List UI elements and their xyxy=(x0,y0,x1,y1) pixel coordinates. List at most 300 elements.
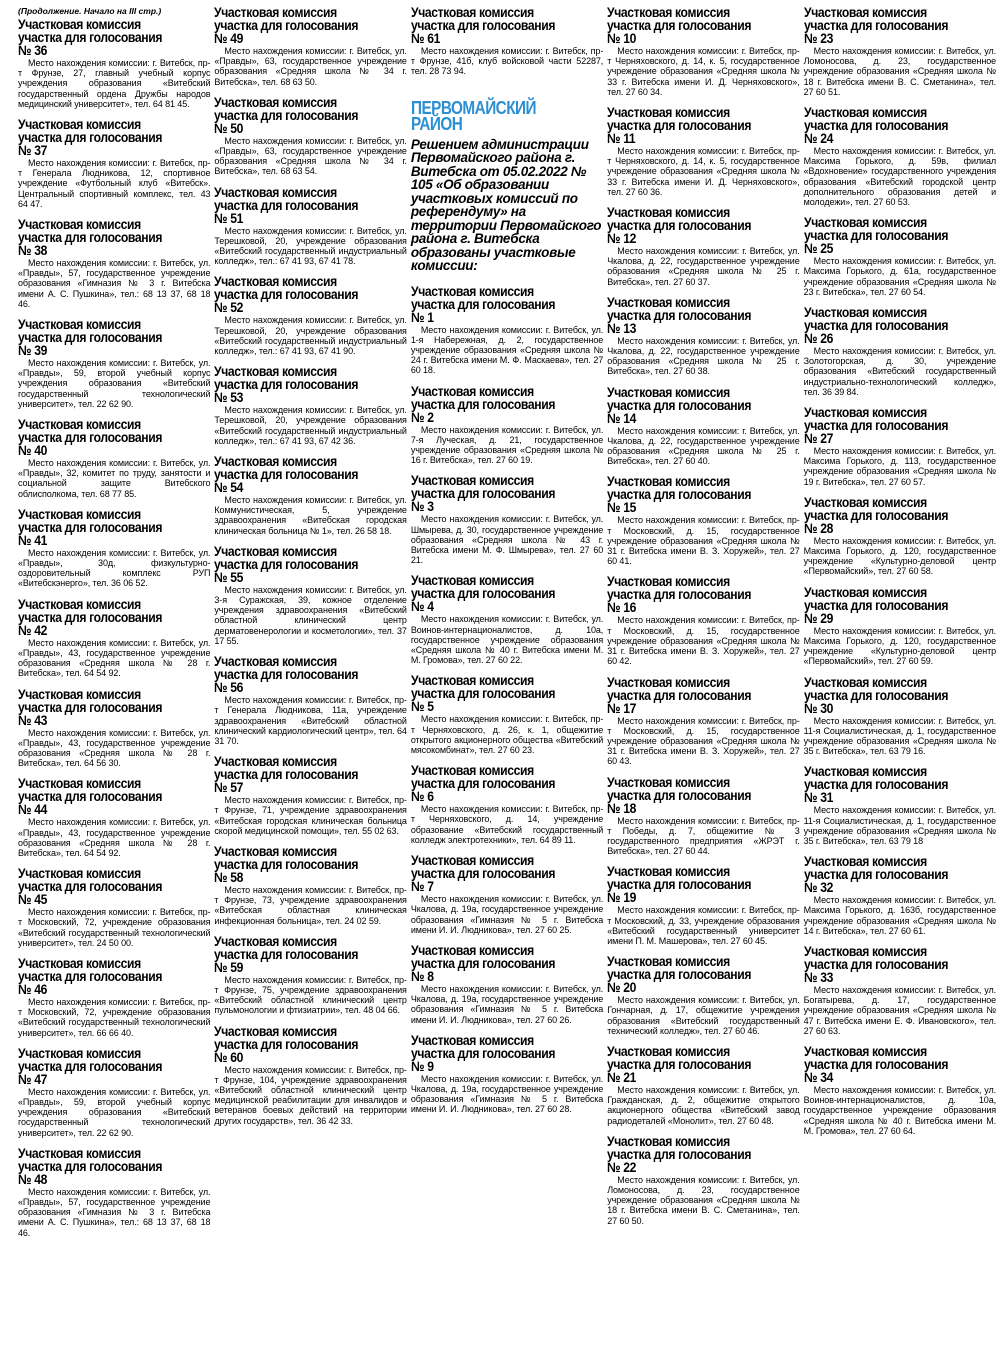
commission-address: Место нахождения комиссии: г. Витебск, ул. Чкалова, д. 22, государственное учреждение образования «Средняя школа № 25 г. Витебска», тел. 27 60 38. xyxy=(607,335,800,377)
commission-address: Место нахождения комиссии: г. Витебск, пр-т Генерала Людникова, 12, спортивное учреждение «Футбольный клуб «Витебск». Центральный спортивный комплекс, тел. 43 64 47. xyxy=(18,158,211,209)
commission-heading-line: участка для голосования xyxy=(803,228,948,244)
commission-address: Место нахождения комиссии: г. Витебск, ул. Терешковой, 20, учреждение образования «Витебский государственный индустриальный колледж», тел.: 67 41 93, 67 41 78. xyxy=(214,225,407,267)
commission-address: Место нахождения комиссии: г. Витебск, пр-т Московский, 72, учреждение образования «Витебский государственный технологический университет», тел. 66 66 40. xyxy=(18,996,211,1038)
commission-heading-line: участка для голосования xyxy=(607,18,752,33)
commission-address: Место нахождения комиссии: г. Витебск, ул. «Правды», 63, государственное учреждение образования «Средняя школа № 34 г. Витебска», тел. 68 63 50. xyxy=(214,46,407,87)
commission-heading-line: участка для голосования xyxy=(18,609,163,625)
commission-heading-line: участка для голосования xyxy=(214,1036,359,1052)
commission-heading xyxy=(214,1025,387,1064)
commission-heading xyxy=(607,865,780,904)
commission-heading xyxy=(18,218,191,257)
commission-heading-line: участка для голосования xyxy=(18,230,163,246)
commission-heading-line: участка для голосования xyxy=(803,318,948,334)
column-3-entries-top xyxy=(411,6,603,86)
commission-entry xyxy=(18,867,210,948)
commission-heading-line: Участковая комиссия xyxy=(410,5,534,20)
commission-heading-line: Участковая комиссия xyxy=(18,1145,141,1161)
commission-number: № 31 xyxy=(803,790,833,806)
commission-heading-line: Участковая комиссия xyxy=(803,674,927,690)
commission-heading-line: Участковая комиссия xyxy=(410,942,534,958)
commission-entry xyxy=(214,755,406,836)
commission-address: Место нахождения комиссии: г. Витебск, пр-т Фрунзе, 73, учреждение здравоохранения «Витебская областная клиническая инфекционная больница», тел. 24 02 59. xyxy=(214,884,407,926)
commission-address: Место нахождения комиссии: г. Витебск, ул. 11-я Социалистическая, д. 1, государственное учреждение образования «Средняя школа № 35 г. Витебска», тел. 63 79 16. xyxy=(803,715,997,757)
commission-address: Место нахождения комиссии: г. Витебск, ул. Терешковой, 20, учреждение образования «Витебский государственный индустриальный колледж», тел.: 67 41 93, 67 42 36. xyxy=(214,405,407,446)
commission-heading-line: Участковая комиссия xyxy=(18,776,141,792)
commission-heading-line: участка для голосования xyxy=(18,430,163,446)
commission-heading xyxy=(607,475,780,514)
commission-address: Место нахождения комиссии: г. Витебск, ул. Коммунистическая, 5, учреждение здравоохранения «Витебская городская клиническая больница № 1», тел. 26 58 18. xyxy=(214,495,407,536)
commission-entry xyxy=(214,6,406,87)
commission-heading xyxy=(18,688,191,727)
commission-heading-line: Участковая комиссия xyxy=(607,864,731,880)
commission-number: № 23 xyxy=(803,31,833,46)
commission-heading-line: Участковая комиссия xyxy=(214,184,338,200)
commission-heading xyxy=(411,1034,584,1073)
commission-number: № 3 xyxy=(410,499,434,515)
commission-address: Место нахождения комиссии: г. Витебск, пр-т Московский, д. 15, государственное учреждение образования «Средняя школа № 31 г. Витебска имени В. З. Хоружей», тел. 27 60 41. xyxy=(607,515,800,567)
commission-entry xyxy=(411,764,603,845)
commission-number: № 57 xyxy=(214,780,244,796)
commission-heading-line: Участковая комиссия xyxy=(607,774,731,790)
commission-number: № 12 xyxy=(607,231,637,247)
commission-heading xyxy=(607,386,780,425)
commission-entry xyxy=(607,206,799,287)
commission-number: № 10 xyxy=(607,31,637,46)
commission-number: № 50 xyxy=(214,120,244,136)
commission-entry xyxy=(411,1034,603,1115)
commission-number: № 51 xyxy=(214,210,244,226)
commission-address: Место нахождения комиссии: г. Витебск, ул. 1-я Набережная, д. 2, государственное учреждение образования «Средняя школа № 24 г. Витебска имени М. Ф. Маскаева», тел. 27 60 18. xyxy=(410,324,604,376)
commission-heading xyxy=(411,6,584,45)
commission-address: Место нахождения комиссии: г. Витебск, ул. Гражданская, д. 2, общежитие открытого акционерного общества «Витебский завод радиодеталей «Монолит», тел. 27 60 48. xyxy=(607,1084,800,1126)
commission-number: № 2 xyxy=(410,409,434,425)
commission-heading-line: Участковая комиссия xyxy=(607,105,731,121)
commission-heading-line: участка для голосования xyxy=(607,1146,752,1162)
commission-heading-line: участка для голосования xyxy=(410,686,555,702)
commission-entry xyxy=(607,296,799,377)
commission-entry xyxy=(804,1045,996,1136)
commission-number: № 24 xyxy=(803,131,833,147)
commission-number: № 16 xyxy=(607,600,637,616)
commission-heading-line: Участковая комиссия xyxy=(607,5,731,20)
commission-heading xyxy=(607,955,780,994)
commission-entry xyxy=(214,935,406,1016)
commission-address: Место нахождения комиссии: г. Витебск, ул. Гончарная, д. 17, общежитие учреждения образования «Витебский государственный технический колледж», тел. 27 60 46. xyxy=(607,995,800,1036)
commission-heading-line: Участковая комиссия xyxy=(18,17,141,32)
commission-heading xyxy=(411,674,584,713)
commission-entry xyxy=(18,688,210,769)
commission-entry xyxy=(18,118,210,209)
commission-address: Место нахождения комиссии: г. Витебск, ул. «Правды», 59, второй учебный корпус учреждения образования «Витебский государственный технологический университет», тел. 22 62 90. xyxy=(18,358,211,409)
commission-number: № 48 xyxy=(18,1171,47,1187)
commission-entry xyxy=(804,586,996,667)
commission-heading xyxy=(18,418,191,457)
commission-number: № 59 xyxy=(214,959,244,975)
commission-heading-line: участка для голосования xyxy=(18,1158,163,1174)
commission-number: № 52 xyxy=(214,300,244,316)
commission-heading-line: Участковая комиссия xyxy=(410,473,534,489)
commission-address: Место нахождения комиссии: г. Витебск, ул. Максима Горького, д. 163б, государственное учреждение образования «Средняя школа № 14 г. Витебска», тел. 27 60 61. xyxy=(803,895,997,936)
commission-heading-line: участка для голосования xyxy=(214,467,359,483)
decree-text: Решением администрации Первомайского района г. Витебска от 05.02.2022 № 105 «Об образовании участковых комиссий по референдуму» на территории Первомайского района г. Витебска образованы участковые комиссии: xyxy=(410,136,602,274)
commission-heading-line: Участковая комиссия xyxy=(803,105,927,121)
commission-heading-line: участка для голосования xyxy=(803,418,948,434)
commission-heading-line: участка для голосования xyxy=(214,287,359,303)
commission-heading-line: Участковая комиссия xyxy=(607,1043,731,1059)
commission-number: № 9 xyxy=(410,1058,434,1074)
commission-heading xyxy=(804,586,977,625)
commission-heading-line: Участковая комиссия xyxy=(410,283,534,299)
commission-heading-line: участка для голосования xyxy=(607,218,752,234)
commission-heading-line: Участковая комиссия xyxy=(803,305,927,321)
commission-entry xyxy=(607,475,799,566)
commission-entry xyxy=(607,6,799,97)
commission-heading-line: участка для голосования xyxy=(607,967,752,983)
commission-entry xyxy=(411,944,603,1025)
commission-address: Место нахождения комиссии: г. Витебск, пр-т Московский, д. 15, государственное учреждение образования «Средняя школа № 31 г. Витебска имени В. З. Хоружей», тел. 27 60 43. xyxy=(607,715,800,767)
commission-heading-line: участка для голосования xyxy=(803,956,948,972)
commission-heading-line: Участковая комиссия xyxy=(607,1133,731,1149)
commission-entry xyxy=(607,1135,799,1226)
commission-heading-line: участка для голосования xyxy=(410,1045,555,1061)
commission-heading-line: участка для голосования xyxy=(18,699,163,715)
commission-heading-line: участка для голосования xyxy=(214,667,359,683)
commission-heading xyxy=(411,474,584,513)
commission-heading xyxy=(18,867,191,906)
commission-heading-line: Участковая комиссия xyxy=(607,294,731,310)
commission-heading-line: участка для голосования xyxy=(214,767,359,783)
commission-number: № 32 xyxy=(803,880,833,896)
column-2 xyxy=(214,6,406,1353)
column-4-entries xyxy=(607,6,799,1235)
commission-entry xyxy=(607,676,799,767)
commission-number: № 47 xyxy=(18,1071,47,1087)
commission-entry xyxy=(411,285,603,376)
commission-heading xyxy=(804,765,977,804)
commission-heading-line: Участковая комиссия xyxy=(214,543,338,559)
commission-heading-line: участка для голосования xyxy=(803,687,948,703)
commission-heading xyxy=(804,216,977,255)
commission-number: № 4 xyxy=(410,599,434,615)
district-title xyxy=(410,97,575,134)
column-1 xyxy=(18,6,210,1353)
commission-number: № 60 xyxy=(214,1049,244,1065)
commission-heading-line: Участковая комиссия xyxy=(410,383,534,399)
commission-number: № 44 xyxy=(18,802,47,818)
commission-entry xyxy=(411,574,603,665)
commission-address: Место нахождения комиссии: г. Витебск, ул. Чкалова, д. 19а, государственное учреждение образования «Гимназия № 5 г. Витебска имени И. И. Людникова», тел. 27 60 25. xyxy=(410,894,604,935)
commission-address: Место нахождения комиссии: г. Витебск, ул. Ломоносова, д. 23, государственное учреждение образования «Средняя школа № 18 г. Витебска имени В. С. Сметанина», тел. 27 60 51. xyxy=(803,46,997,97)
commission-number: № 8 xyxy=(410,968,434,984)
column-5 xyxy=(804,6,996,1353)
commission-number: № 22 xyxy=(607,1159,637,1175)
commission-number: № 11 xyxy=(607,131,636,147)
commission-heading-line: участка для голосования xyxy=(607,687,752,703)
commission-heading-line: Участковая комиссия xyxy=(607,205,731,221)
commission-address: Место нахождения комиссии: г. Витебск, ул. Максима Горького, д. 59в, филиал «Вдохновение» государственного учреждения образования «Витебский городской центр дополнительного образования детей и молодежи», тел. 27 60 53. xyxy=(803,146,997,208)
commission-heading-line: участка для голосования xyxy=(18,789,163,805)
commission-heading xyxy=(214,455,387,494)
commission-number: № 54 xyxy=(214,480,244,496)
commission-heading-line: Участковая комиссия xyxy=(18,686,141,702)
commission-heading xyxy=(804,306,977,345)
commission-heading-line: участка для голосования xyxy=(607,1056,752,1072)
commission-entry xyxy=(214,186,406,267)
commission-entry xyxy=(411,674,603,755)
commission-heading xyxy=(607,1135,780,1174)
commission-heading-line: Участковая комиссия xyxy=(803,215,927,231)
commission-heading-line: Участковая комиссия xyxy=(803,405,927,421)
commission-heading xyxy=(214,655,387,694)
commission-address: Место нахождения комиссии: г. Витебск, пр-т Московский, д. 15, государственное учреждение образования «Средняя школа № 31 г. Витебска имени В. З. Хоружей», тел. 27 60 42. xyxy=(607,615,800,667)
commission-heading-line: участка для голосования xyxy=(607,487,752,503)
commission-heading-line: участка для голосования xyxy=(803,507,948,523)
commission-address: Место нахождения комиссии: г. Витебск, ул. Воинов-интернационалистов, д. 10а, государственное учреждение образования «Средняя школа № 40 г. Витебска имени М. М. Громова», тел. 27 60 64. xyxy=(803,1084,997,1136)
commission-address: Место нахождения комиссии: г. Витебск, пр-т Черняховского, д. 14, к. 5, государственное учреждение образования «Средняя школа № 33 г. Витебска имени И. Д. Черняховского», тел. 27 60 34. xyxy=(607,46,800,97)
commission-entry xyxy=(804,106,996,207)
commission-heading-line: Участковая комиссия xyxy=(803,854,927,870)
commission-heading-line: участка для голосования xyxy=(410,486,555,502)
commission-heading-line: участка для голосования xyxy=(214,377,359,393)
commission-number: № 42 xyxy=(18,622,47,638)
commission-address: Место нахождения комиссии: г. Витебск, ул. «Правды», 43, государственное учреждение образования «Средняя школа № 28 г. Витебска», тел. 64 54 92. xyxy=(18,817,211,858)
commission-entry xyxy=(804,855,996,936)
commission-entry xyxy=(607,955,799,1036)
column-3-entries-bottom xyxy=(411,285,603,1124)
commission-heading-line: Участковая комиссия xyxy=(410,673,534,689)
commission-address: Место нахождения комиссии: г. Витебск, пр-т Фрунзе, 75, учреждение здравоохранения «Витебский областной клинический центр пульмонологии и фтизиатрии», тел. 48 04 66. xyxy=(214,974,407,1016)
commission-address: Место нахождения комиссии: г. Витебск, ул. «Правды», 57, государственное учреждение образования «Гимназия № 3 г. Витебска имени А. С. Пушкина», тел.: 68 13 37, 68 18 46. xyxy=(18,1186,211,1238)
commission-number: № 6 xyxy=(410,789,434,805)
commission-heading-line: Участковая комиссия xyxy=(410,1032,534,1048)
commission-heading-line: участка для голосования xyxy=(607,118,752,134)
commission-address: Место нахождения комиссии: г. Витебск, пр-т Московский, д. 33, учреждение образования «Витебский государственный университет имени П. М. Машерова», тел. 27 60 45. xyxy=(607,905,800,946)
commission-heading xyxy=(18,1147,191,1186)
commission-heading-line: Участковая комиссия xyxy=(607,384,731,400)
commission-heading-line: участка для голосования xyxy=(607,587,752,603)
commission-number: № 46 xyxy=(18,981,47,997)
commission-heading-line: Участковая комиссия xyxy=(410,763,534,779)
commission-address: Место нахождения комиссии: г. Витебск, ул. «Правды», 57, государственное учреждение образования «Гимназия № 3 г. Витебска имени А. С. Пушкина», тел.: 68 13 37, 68 18 46. xyxy=(18,258,211,309)
district-title-line1: ПЕРВОМАЙСКИЙ xyxy=(410,97,536,118)
commission-entry xyxy=(607,776,799,857)
commission-address: Место нахождения комиссии: г. Витебск, ул. Ломоносова, д. 23, государственное учреждение образования «Средняя школа № 18 г. Витебска имени В. С. Сметанина», тел. 27 60 50. xyxy=(607,1174,800,1226)
commission-number: № 26 xyxy=(803,331,833,347)
commission-number: № 30 xyxy=(803,700,833,716)
commission-heading xyxy=(18,1047,191,1086)
commission-heading xyxy=(411,764,584,803)
commission-entry xyxy=(411,385,603,466)
commission-heading-line: Участковая комиссия xyxy=(410,573,534,589)
commission-entry xyxy=(18,598,210,679)
commission-heading-line: участка для голосования xyxy=(410,18,555,33)
commission-heading xyxy=(804,106,977,145)
commission-number: № 27 xyxy=(803,431,833,447)
commission-heading xyxy=(804,1045,977,1084)
commission-heading-line: Участковая комиссия xyxy=(18,596,141,612)
commission-heading-line: Участковая комиссия xyxy=(607,954,731,970)
commission-address: Место нахождения комиссии: г. Витебск, ул. «Правды», 30д, физкультурно-оздоровительный комплекс РУП «Витебскэнерго», тел. 36 06 52. xyxy=(18,547,211,589)
commission-number: № 18 xyxy=(607,800,637,816)
commission-address: Место нахождения комиссии: г. Витебск, ул. 11-я Социалистическая, д. 1, государственное учреждение образования «Средняя школа № 35 г. Витебска», тел. 63 79 18 xyxy=(803,805,997,846)
commission-entry xyxy=(214,96,406,177)
commission-number: № 56 xyxy=(214,680,244,696)
commission-heading-line: участка для голосования xyxy=(18,968,163,984)
commission-heading-line: участка для голосования xyxy=(410,296,555,312)
commission-number: № 29 xyxy=(803,610,833,626)
commission-entry xyxy=(607,386,799,467)
commission-entry xyxy=(18,508,210,589)
commission-entry xyxy=(214,1025,406,1126)
commission-heading xyxy=(411,574,584,613)
commission-number: № 43 xyxy=(18,712,47,728)
commission-entry xyxy=(804,765,996,846)
column-4 xyxy=(607,6,799,1353)
commission-number: № 58 xyxy=(214,869,244,885)
commission-number: № 20 xyxy=(607,980,637,996)
commission-address: Место нахождения комиссии: г. Витебск, пр-т Фрунзе, 71, учреждение здравоохранения «Витебская городская клиническая больница скорой медицинской помощи», тел. 55 02 63. xyxy=(214,795,407,836)
commission-heading-line: участка для голосования xyxy=(18,519,163,535)
commission-entry xyxy=(804,216,996,297)
commission-heading xyxy=(214,845,387,884)
commission-heading-line: Участковая комиссия xyxy=(18,417,141,433)
commission-heading-line: Участковая комиссия xyxy=(803,764,927,780)
commission-entry xyxy=(411,474,603,565)
commission-heading-line: участка для голосования xyxy=(607,397,752,413)
commission-heading xyxy=(214,365,387,404)
commission-heading-line: участка для голосования xyxy=(214,856,359,872)
commission-heading-line: Участковая комиссия xyxy=(803,584,927,600)
commission-entry xyxy=(214,455,406,536)
commission-heading-line: участка для голосования xyxy=(214,18,359,33)
commission-heading-line: участка для голосования xyxy=(803,597,948,613)
commission-heading-line: участка для голосования xyxy=(410,866,555,882)
commission-address: Место нахождения комиссии: г. Витебск, ул. 7-я Луческая, д. 21, государственное учреждение образования «Средняя школа № 16 г. Витебска», тел. 27 60 19. xyxy=(410,424,604,466)
commission-heading-line: участка для голосования xyxy=(18,1058,163,1074)
commission-heading-line: участка для голосования xyxy=(214,107,359,123)
commission-heading-line: Участковая комиссия xyxy=(18,955,141,971)
commission-heading-line: Участковая комиссия xyxy=(410,853,534,869)
commission-heading-line: Участковая комиссия xyxy=(214,274,338,290)
commission-number: № 13 xyxy=(607,320,637,336)
commission-number: № 5 xyxy=(410,699,434,715)
commission-heading xyxy=(18,118,191,157)
commission-address: Место нахождения комиссии: г. Витебск, ул. Чкалова, д. 22, государственное учреждение образования «Средняя школа № 25 г. Витебска», тел. 27 60 37. xyxy=(607,246,800,287)
commission-entry xyxy=(214,365,406,446)
district-title-line2: РАЙОН xyxy=(410,113,463,134)
commission-heading xyxy=(411,854,584,893)
commission-heading-line: участка для голосования xyxy=(607,307,752,323)
commission-heading xyxy=(18,18,191,57)
commission-heading-line: Участковая комиссия xyxy=(607,474,731,490)
commission-heading xyxy=(214,96,387,135)
commission-entry xyxy=(804,306,996,397)
commission-entry xyxy=(18,418,210,499)
commission-number: № 61 xyxy=(410,31,440,46)
commission-number: № 25 xyxy=(803,241,833,257)
commission-entry xyxy=(214,545,406,646)
commission-heading-line: Участковая комиссия xyxy=(607,674,731,690)
commission-heading-line: Участковая комиссия xyxy=(607,574,731,590)
commission-heading xyxy=(411,385,584,424)
commission-address: Место нахождения комиссии: г. Витебск, ул. Золотогорская, д. 30, учреждение образования «Витебский государственный индустриально-технологический колледж», тел. 36 39 84. xyxy=(803,346,997,397)
commission-number: № 39 xyxy=(18,343,47,359)
commission-heading xyxy=(214,275,387,314)
commission-heading-line: участка для голосования xyxy=(214,197,359,213)
commission-heading xyxy=(804,6,977,45)
commission-heading xyxy=(18,957,191,996)
commission-address: Место нахождения комиссии: г. Витебск, ул. Максима Горького, д. 120, государственное учреждение «Культурно-деловой центр «Первомайский», тел. 27 60 58. xyxy=(803,535,997,577)
commission-entry xyxy=(214,655,406,746)
commission-heading-line: Участковая комиссия xyxy=(214,1023,338,1039)
commission-heading-line: участка для голосования xyxy=(18,879,163,895)
commission-number: № 1 xyxy=(410,309,434,325)
commission-heading-line: Участковая комиссия xyxy=(214,364,338,380)
commission-heading-line: Участковая комиссия xyxy=(803,5,927,20)
commission-entry xyxy=(18,1047,210,1138)
commission-entry xyxy=(411,6,603,77)
commission-heading xyxy=(214,755,387,794)
commission-number: № 15 xyxy=(607,500,637,516)
commission-heading-line: участка для голосования xyxy=(607,787,752,803)
commission-entry xyxy=(18,1147,210,1238)
commission-heading-line: участка для голосования xyxy=(803,1056,948,1072)
commission-heading xyxy=(18,777,191,816)
commission-heading-line: Участковая комиссия xyxy=(214,843,338,859)
commission-address: Место нахождения комиссии: г. Витебск, ул. «Правды», 43, государственное учреждение образования «Средняя школа № 28 г. Витебска», тел. 64 56 30. xyxy=(18,727,211,769)
commission-heading xyxy=(804,496,977,535)
commission-heading xyxy=(18,508,191,547)
commission-heading xyxy=(804,945,977,984)
commission-heading-line: участка для голосования xyxy=(410,396,555,412)
commission-heading-line: участка для голосования xyxy=(803,867,948,883)
commission-number: № 17 xyxy=(607,700,637,716)
commission-heading-line: участка для голосования xyxy=(803,118,948,134)
commission-address: Место нахождения комиссии: г. Витебск, пр-т Генерала Людникова, 11а, учреждение здравоохранения «Витебский областной клинический кардиологический центр», тел. 64 31 70. xyxy=(214,695,407,746)
commission-address: Место нахождения комиссии: г. Витебск, пр-т Фрунзе, 27, главный учебный корпус учреждения образования «Витебский государственный ордена Дружбы народов медицинский университет», тел. 64 81 45. xyxy=(18,58,211,109)
commission-address: Место нахождения комиссии: г. Витебск, ул. Богатырева, д. 17, государственное учреждение образования «Средняя школа № 47 г. Витебска имени Е. Ф. Ивановского», тел. 27 60 63. xyxy=(803,984,997,1036)
column-2-entries xyxy=(214,6,406,1135)
commission-heading xyxy=(804,676,977,715)
commission-number: № 55 xyxy=(214,569,244,585)
commission-heading xyxy=(607,206,780,245)
commission-entry xyxy=(804,676,996,757)
commission-number: № 21 xyxy=(607,1069,637,1085)
commission-heading-line: Участковая комиссия xyxy=(214,654,338,670)
commission-number: № 36 xyxy=(18,43,47,58)
commission-heading-line: Участковая комиссия xyxy=(18,317,141,333)
commission-entry xyxy=(18,318,210,409)
commission-heading xyxy=(18,598,191,637)
commission-heading-line: участка для голосования xyxy=(803,777,948,793)
commission-address: Место нахождения комиссии: г. Витебск, ул. «Правды», 32, комитет по труду, занятости и социальной защите Витебского облисполкома, тел. 68 77 85. xyxy=(18,458,211,499)
commission-entry xyxy=(214,845,406,926)
commission-entry xyxy=(804,945,996,1036)
commission-address: Место нахождения комиссии: г. Витебск, ул. Шмырева, д. 30, государственное учреждение образования «Средняя школа № 43 г. Витебска имени М. Ф. Шмырева», тел. 27 60 21. xyxy=(410,514,604,566)
commission-heading xyxy=(607,1045,780,1084)
commission-heading xyxy=(607,6,780,45)
commission-address: Место нахождения комиссии: г. Витебск, ул. «Правды», 59, второй учебный корпус учреждения образования «Витебский государственный технологический университет», тел. 22 62 90. xyxy=(18,1086,211,1138)
commission-heading xyxy=(214,6,387,45)
commission-address: Место нахождения комиссии: г. Витебск, ул. Чкалова, д. 19а, государственное учреждение образования «Гимназия № 5 г. Витебска имени И. И. Людникова», тел. 27 60 26. xyxy=(410,983,604,1025)
commission-address: Место нахождения комиссии: г. Витебск, пр-т Московский, 72, учреждение образования «Витебский государственный технологический университет», тел. 24 50 00. xyxy=(18,907,211,948)
commission-entry xyxy=(804,406,996,487)
commission-entry xyxy=(607,1045,799,1126)
commission-address: Место нахождения комиссии: г. Витебск, ул. Терешковой, 20, учреждение образования «Витебский государственный индустриальный колледж», тел.: 67 41 93, 67 41 90. xyxy=(214,315,407,357)
commission-heading-line: Участковая комиссия xyxy=(803,943,927,959)
commission-entry xyxy=(18,18,210,109)
commission-heading xyxy=(607,676,780,715)
